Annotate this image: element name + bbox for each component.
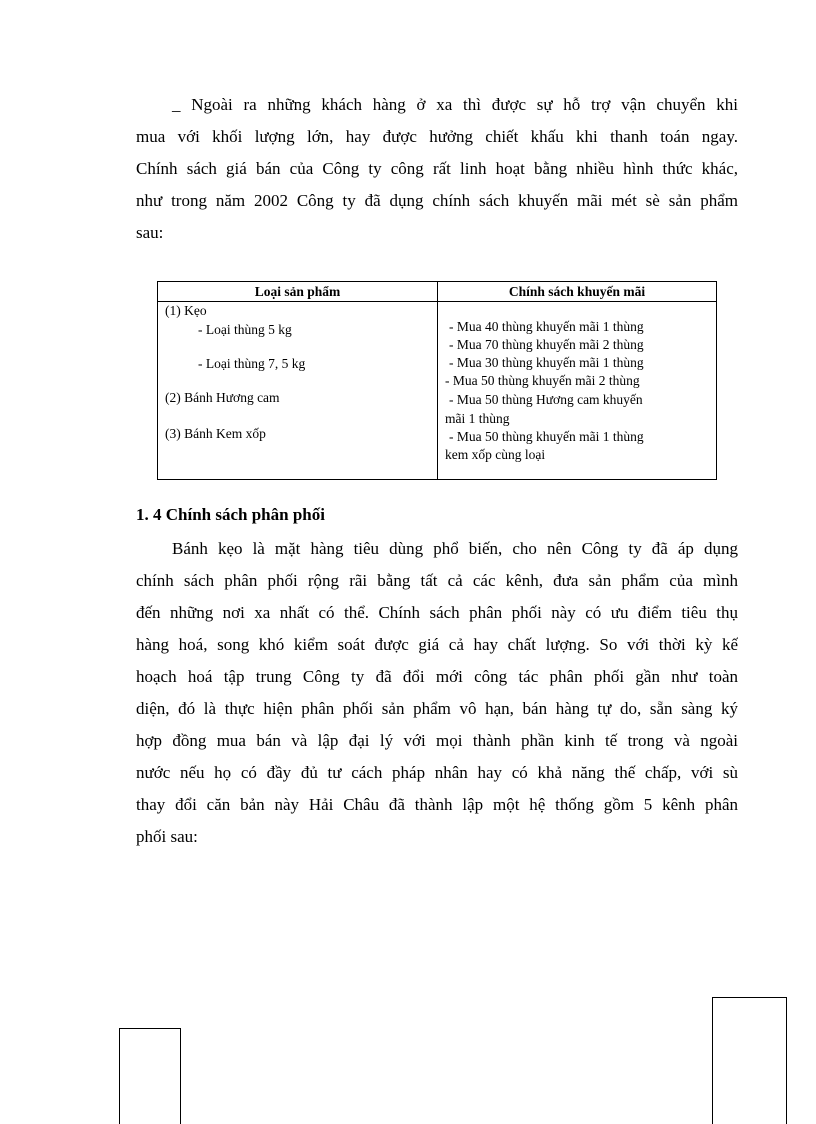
section-paragraph bbox=[136, 533, 738, 853]
section-line: thay đổi căn bản này Hải Châu đã thành lập một hệ thống gồm 5 kênh phân bbox=[136, 795, 738, 814]
intro-line: mua với khối lượng lớn, hay được hưởng chiết khấu khi thanh toán ngay. bbox=[136, 127, 738, 146]
intro-line: _ Ngoài ra những khách hàng ở xa thì được sự hỗ trợ vận chuyển khi bbox=[172, 95, 738, 114]
product-item: (2) Bánh Hương cam bbox=[165, 390, 280, 405]
section-line: hợp đồng mua bán và lập đại lý với mọi thành phần kinh tế trong và ngoài bbox=[136, 731, 738, 750]
policy-cell bbox=[438, 302, 717, 480]
product-item: - Loại thùng 7, 5 kg bbox=[198, 356, 306, 371]
policy-line: kem xốp cùng loại bbox=[445, 447, 546, 462]
intro-paragraph bbox=[136, 89, 738, 249]
section-line: Bánh kẹo là mặt hàng tiêu dùng phổ biến, cho nên Công ty đã áp dụng bbox=[172, 539, 738, 558]
product-cell bbox=[158, 302, 438, 480]
section-line: hoạch hoá tập trung Công ty đã đổi mới công tác phân phối gần như toàn bbox=[136, 667, 738, 686]
section-line: chính sách phân phối rộng rãi bằng tất cả các kênh, đưa sản phẩm của mình bbox=[136, 571, 738, 590]
policy-line: - Mua 30 thùng khuyến mãi 1 thùng bbox=[449, 355, 644, 370]
section-line: đến những nơi xa nhất có thể. Chính sách phân phối này có ưu điểm tiêu thụ bbox=[136, 603, 738, 622]
table-header-row bbox=[158, 282, 717, 302]
promotion-table bbox=[157, 281, 717, 480]
product-item: - Loại thùng 5 kg bbox=[198, 322, 292, 337]
policy-line: - Mua 70 thùng khuyến mãi 2 thùng bbox=[449, 337, 644, 352]
section-line: diện, đó là thực hiện phân phối sản phẩm vô hạn, bán hàng tự do, sẵn sàng ký bbox=[136, 699, 738, 718]
section-line: phối sau: bbox=[136, 827, 198, 846]
policy-line: mãi 1 thùng bbox=[445, 411, 510, 426]
intro-line: sau: bbox=[136, 223, 164, 242]
policy-line: - Mua 50 thùng Hương cam khuyến bbox=[449, 392, 643, 407]
section-line: hàng hoá, song khó kiểm soát được giá cả hay chất lượng. So với thời kỳ kế bbox=[136, 635, 738, 654]
product-item: (3) Bánh Kem xốp bbox=[165, 426, 266, 441]
header-promotion-policy: Chính sách khuyến mãi bbox=[438, 282, 717, 302]
product-item: (1) Kẹo bbox=[165, 303, 207, 318]
intro-line: Chính sách giá bán của Công ty công rất linh hoạt bằng nhiều hình thức khác, bbox=[136, 159, 738, 178]
policy-line: - Mua 50 thùng khuyến mãi 2 thùng bbox=[445, 373, 640, 388]
policy-line: - Mua 50 thùng khuyến mãi 1 thùng bbox=[449, 429, 644, 444]
policy-line: - Mua 40 thùng khuyến mãi 1 thùng bbox=[449, 319, 644, 334]
table-row bbox=[158, 302, 717, 480]
diagram-box-right bbox=[712, 997, 787, 1124]
section-heading: 1. 4 Chính sách phân phối bbox=[136, 505, 325, 524]
diagram-box-left bbox=[119, 1028, 181, 1124]
intro-line: như trong năm 2002 Công ty đã dụng chính sách khuyến mãi mét sè sản phẩm bbox=[136, 191, 738, 210]
section-line: nước nếu họ có đầy đủ tư cách pháp nhân hay có khả năng thế chấp, với sù bbox=[136, 763, 738, 782]
header-product-type: Loại sản phẩm bbox=[158, 282, 438, 302]
